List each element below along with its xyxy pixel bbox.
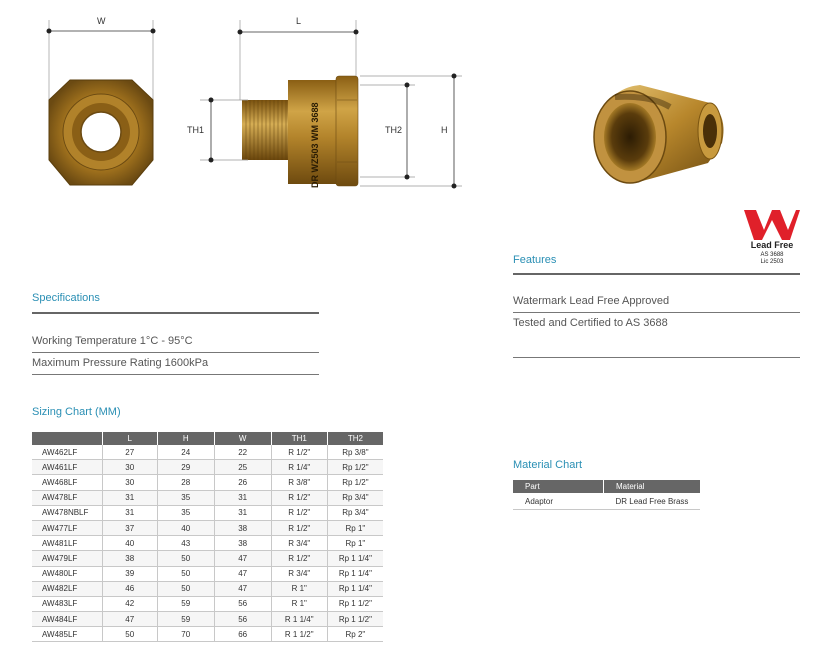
sizing-cell: Rp 1/2" [327,460,383,475]
sizing-cell: Rp 3/8" [327,445,383,460]
sizing-model-code: AW462LF [32,445,102,460]
sizing-cell: R 3/8" [271,475,327,490]
sizing-model-code: AW484LF [32,612,102,627]
sizing-model-code: AW480LF [32,566,102,581]
sizing-cell: R 1/2" [271,445,327,460]
sizing-row [32,627,383,642]
material-row [513,493,700,510]
sizing-cell: 50 [157,581,214,596]
sizing-cell: 59 [157,596,214,611]
divider [513,357,800,358]
sizing-cell: 43 [157,536,214,551]
sizing-cell: R 1" [271,596,327,611]
material-title: Material Chart [513,459,583,471]
watermark-licence: Lic 2503 [760,259,784,265]
sizing-cell: 70 [157,627,214,642]
sizing-cell: Rp 1 1/4" [327,581,383,596]
sizing-cell: 56 [214,612,271,627]
material-header: Part [513,480,604,493]
sizing-cell: 28 [157,475,214,490]
sizing-cell: 39 [102,566,157,581]
feature-item: Tested and Certified to AS 3688 [513,317,668,329]
specifications-title: Specifications [32,292,100,304]
sizing-cell: 30 [102,475,157,490]
sizing-cell: Rp 1 1/2" [327,612,383,627]
features-title: Features [513,254,557,266]
sizing-cell: R 3/4" [271,536,327,551]
sizing-row [32,551,383,566]
sizing-cell: 29 [157,460,214,475]
body-marking: DR WZ503 WM 3688 [310,102,320,188]
features-rule [513,273,800,275]
sizing-header [32,432,102,445]
sizing-cell: 40 [157,520,214,535]
sizing-header: L [102,432,157,445]
sizing-cell: 47 [214,566,271,581]
sizing-cell: 47 [214,551,271,566]
sizing-cell: 42 [102,596,157,611]
sizing-model-code: AW461LF [32,460,102,475]
watermark-title: Lead Free [750,240,794,250]
sizing-cell: 31 [214,490,271,505]
sizing-cell: R 1/2" [271,505,327,520]
sizing-cell: 47 [102,612,157,627]
sizing-title: Sizing Chart (MM) [32,406,121,418]
material-cell: Adaptor [513,493,604,510]
sizing-cell: 35 [157,505,214,520]
divider [32,374,319,375]
sizing-cell: 47 [214,581,271,596]
technical-drawing [0,0,480,200]
sizing-cell: Rp 1" [327,520,383,535]
sizing-cell: R 1/2" [271,490,327,505]
sizing-cell: 24 [157,445,214,460]
sizing-cell: 50 [102,627,157,642]
sizing-model-code: AW483LF [32,596,102,611]
sizing-cell: 31 [102,490,157,505]
sizing-model-code: AW478NBLF [32,505,102,520]
feature-item: Watermark Lead Free Approved [513,295,670,307]
sizing-cell: Rp 2" [327,627,383,642]
sizing-row [32,566,383,581]
sizing-header: W [214,432,271,445]
sizing-cell: R 3/4" [271,566,327,581]
sizing-header: H [157,432,214,445]
material-table [513,480,700,510]
material-header: Material [604,480,701,493]
dim-label-l: L [296,16,302,26]
sizing-cell: 50 [157,566,214,581]
sizing-cell: Rp 3/4" [327,505,383,520]
sizing-cell: 27 [102,445,157,460]
sizing-row [32,445,383,460]
dim-label-w: W [97,16,106,26]
sizing-cell: 25 [214,460,271,475]
sizing-cell: 37 [102,520,157,535]
end-view [47,20,156,185]
sizing-cell: R 1 1/2" [271,627,327,642]
sizing-model-code: AW482LF [32,581,102,596]
sizing-row [32,581,383,596]
sizing-cell: 30 [102,460,157,475]
sizing-model-code: AW478LF [32,490,102,505]
sizing-row [32,612,383,627]
sizing-row [32,536,383,551]
sizing-row [32,490,383,505]
sizing-row [32,596,383,611]
sizing-row [32,520,383,535]
sizing-model-code: AW485LF [32,627,102,642]
sizing-cell: 31 [214,505,271,520]
sizing-cell: Rp 1 1/2" [327,596,383,611]
sizing-header: TH1 [271,432,327,445]
watermark-standard: AS 3688 [760,252,784,258]
material-header-row [513,480,700,493]
spec-item: Working Temperature 1°C - 95°C [32,335,193,347]
sizing-cell: 38 [102,551,157,566]
sizing-cell: R 1 1/4" [271,612,327,627]
sizing-cell: 56 [214,596,271,611]
sizing-cell: 35 [157,490,214,505]
sizing-cell: Rp 1 1/4" [327,551,383,566]
divider [32,352,319,353]
sizing-row [32,475,383,490]
sizing-model-code: AW477LF [32,520,102,535]
sizing-cell: Rp 1/2" [327,475,383,490]
watermark-logo-icon [744,210,800,242]
sizing-cell: 26 [214,475,271,490]
sizing-model-code: AW479LF [32,551,102,566]
product-photo [580,55,740,205]
sizing-header: TH2 [327,432,383,445]
sizing-cell: Rp 1" [327,536,383,551]
material-cell: DR Lead Free Brass [604,493,701,510]
sizing-cell: 22 [214,445,271,460]
sizing-model-code: AW468LF [32,475,102,490]
sizing-header-row [32,432,383,445]
specifications-rule [32,312,319,314]
sizing-row [32,460,383,475]
sizing-cell: R 1/4" [271,460,327,475]
sizing-cell: Rp 1 1/4" [327,566,383,581]
sizing-cell: 38 [214,520,271,535]
sizing-cell: Rp 3/4" [327,490,383,505]
sizing-cell: 46 [102,581,157,596]
sizing-model-code: AW481LF [32,536,102,551]
dim-label-h: H [441,125,448,135]
sizing-cell: R 1/2" [271,520,327,535]
sizing-table [32,432,383,642]
sizing-cell: 38 [214,536,271,551]
sizing-cell: 59 [157,612,214,627]
dim-label-th1: TH1 [187,125,205,135]
sizing-cell: R 1/2" [271,551,327,566]
divider [513,312,800,313]
sizing-cell: 50 [157,551,214,566]
sizing-cell: 66 [214,627,271,642]
dim-label-th2: TH2 [385,125,403,135]
sizing-cell: R 1" [271,581,327,596]
sizing-row [32,505,383,520]
sizing-cell: 31 [102,505,157,520]
side-view [200,20,462,189]
sizing-cell: 40 [102,536,157,551]
spec-item: Maximum Pressure Rating 1600kPa [32,357,209,369]
